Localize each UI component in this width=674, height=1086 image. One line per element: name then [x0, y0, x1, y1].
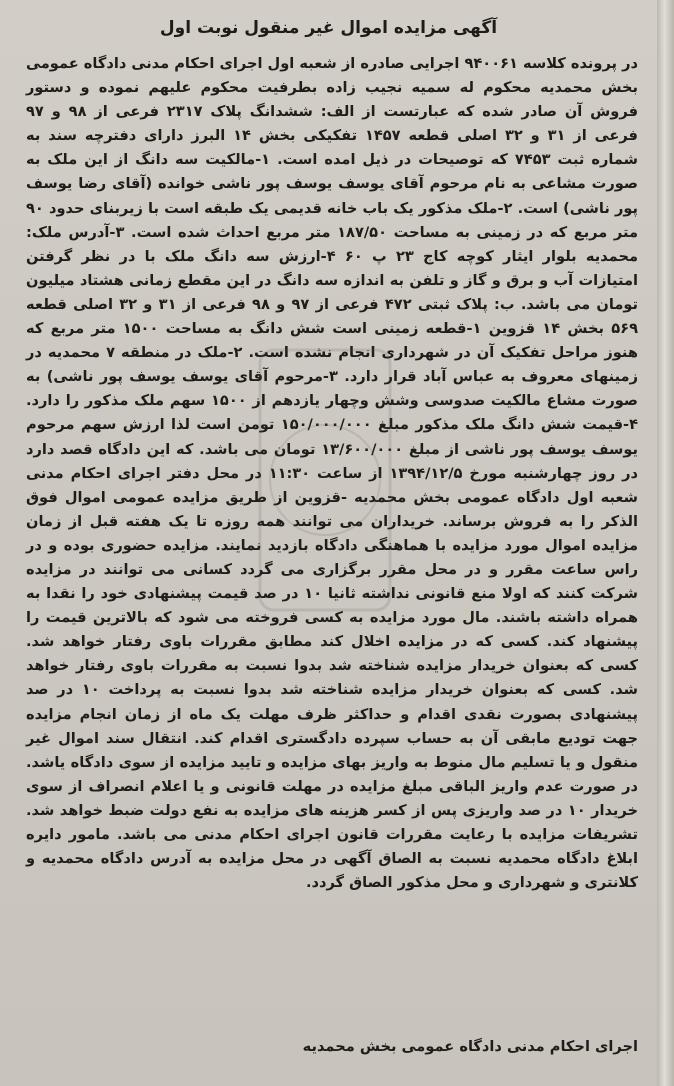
paper-fold [657, 0, 674, 1086]
notice-title: آگهی مزایده اموال غیر منقول نوبت اول [159, 18, 498, 38]
notice-body: در پرونده کلاسه ۹۴۰۰۶۱ اجرایی صادره از شعبه اول اجرای احکام مدنی دادگاه عمومی بخش محمدیه محکوم له سمیه نجیب زاده بطرفیت محکوم علیهم نموده و دستور فروش آن صادر شده که عبارتست از الف: ششدانگ پلاک ۲۳۱۷ فرعی از ۹۸ و ۹۷ فرعی از ۳۱ و ۳۲ اصلی قطعه ۱۴۵۷ تفکیکی بخش ۱۴ البرز دارای دفترچه سند به شماره ثبت ۷۴۵۳ که توصیحات در ذیل امده است. ۱-مالکیت سه دانگ از این ملک به صورت مشاعی به نام مرحوم آقای یوسف یوسف پور ناشی خوانده (آقای رضا یوسف پور ناشی) است. ۲-ملک مذکور یک باب خانه قدیمی یک طبقه است با زیربنای حدود ۹۰ متر مربع که در زمینی به مساحت ۱۸۷/۵۰ متر مربع احداث شده است. ۳-آدرس ملک: محمدیه بلوار ایثار کوچه کاج ۲۳ پ ۶۰ ۴-ارزش سه دانگ ملک با در نظر گرفتن امتیازات آب و برق و گاز و تلفن به اندازه سه دانگ در این مقطع زمانی هشتاد میلیون تومان می باشد. ب: پلاک ثبتی ۴۷۲ فرعی از ۹۷ و ۹۸ فرعی از ۳۱ و ۳۲ اصلی قطعه ۵۶۹ بخش ۱۴ قزوین ۱-قطعه زمینی است شش دانگ به مساحت ۱۵۰۰ متر مربع که هنوز مراحل تفکیک آن در شهرداری انجام نشده است. ۲-ملک در منطقه ۷ محمدیه در زمینهای معروف به عباس آباد قرار دارد. ۳-مرحوم آقای یوسف یوسف پور ناشی) به صورت مشاع مالکیت صدوسی وشش وچهار یازدهم از ۱۵۰۰ سهم ملک مذکور را دارد. ۴-قیمت شش دانگ ملک مذکور مبلغ ۱۵۰/۰۰۰/۰۰۰ تومن است لذا ارزش سهم مرحوم یوسف یوسف پور ناشی از مبلغ ۱۳/۶۰۰/۰۰۰ تومان می باشد. که این دادگاه قصد دارد در روز چهارشنبه مورخ ۱۳۹۴/۱۲/۵ از ساعت ۱۱:۳۰ در محل دفتر اجرای احکام مدنی شعبه اول دادگاه عمومی بخش محمدیه -قزوین از طریق مزایده عمومی اموال فوق الذکر را به فروش برساند. خریداران می توانند همه روزه تا یک هفته قبل از زمان مزایده اموال مورد مزایده با هماهنگی دادگاه بازدید نمایند. مزایده حضوری بوده و در راس ساعت مقرر و در محل مقرر برگزاری می گردد کسانی می توانند در مزایده شرکت کنند که اولا منع قانونی نداشته ثانیا ۱۰ در صد قیمت پیشنهادی خود را نقدا به همراه داشته باشند. مال مورد مزایده به کسی فروخته می شود که بالاترین قیمت را پیشنهاد کند. کسی که در مزایده اخلال کند مطابق مقررات باوی رفتار خواهد شد. کسی که بعنوان خریدار مزایده شناخته شد بدوا نسبت به مقررات باوی رفتار خواهد شد. کسی که بعنوان خریدار مزایده شناخته شد بدوا نسبت به پرداخت ۱۰ در صد پیشنهادی بصورت نقدی اقدام و حداکثر ظرف مهلت یک ماه از زمان انجام مزایده جهت تودیع مابقی آن به حساب سپرده دادگستری اقدام کند. انتقال سند اموال غیر منقول و یا تسلیم مال منوط به واریز بهای مزایده و تایید مزایده از سوی دادگاه یاشد. در صورت عدم واریز الباقی مبلغ مزایده در مهلت قانونی و یا اعلام انصراف از سوی خریدار ۱۰ در صد واریزی پس از کسر هزینه های مزایده به نفع دولت ضبط خواهد شد. تشریفات مزایده با رعایت مقررات قانون اجرای احکام مدنی می باشد. مامور دایره ابلاغ دادگاه محمدیه نسبت به الصاق آگهی در محل مزایده به آدرس دادگاه محمدیه و کلانتری و شهرداری و محل مذکور الصاق گردد. [26, 55, 639, 892]
notice-signature: اجرای احکام مدنی دادگاه عمومی بخش محمدیه [302, 1038, 638, 1055]
